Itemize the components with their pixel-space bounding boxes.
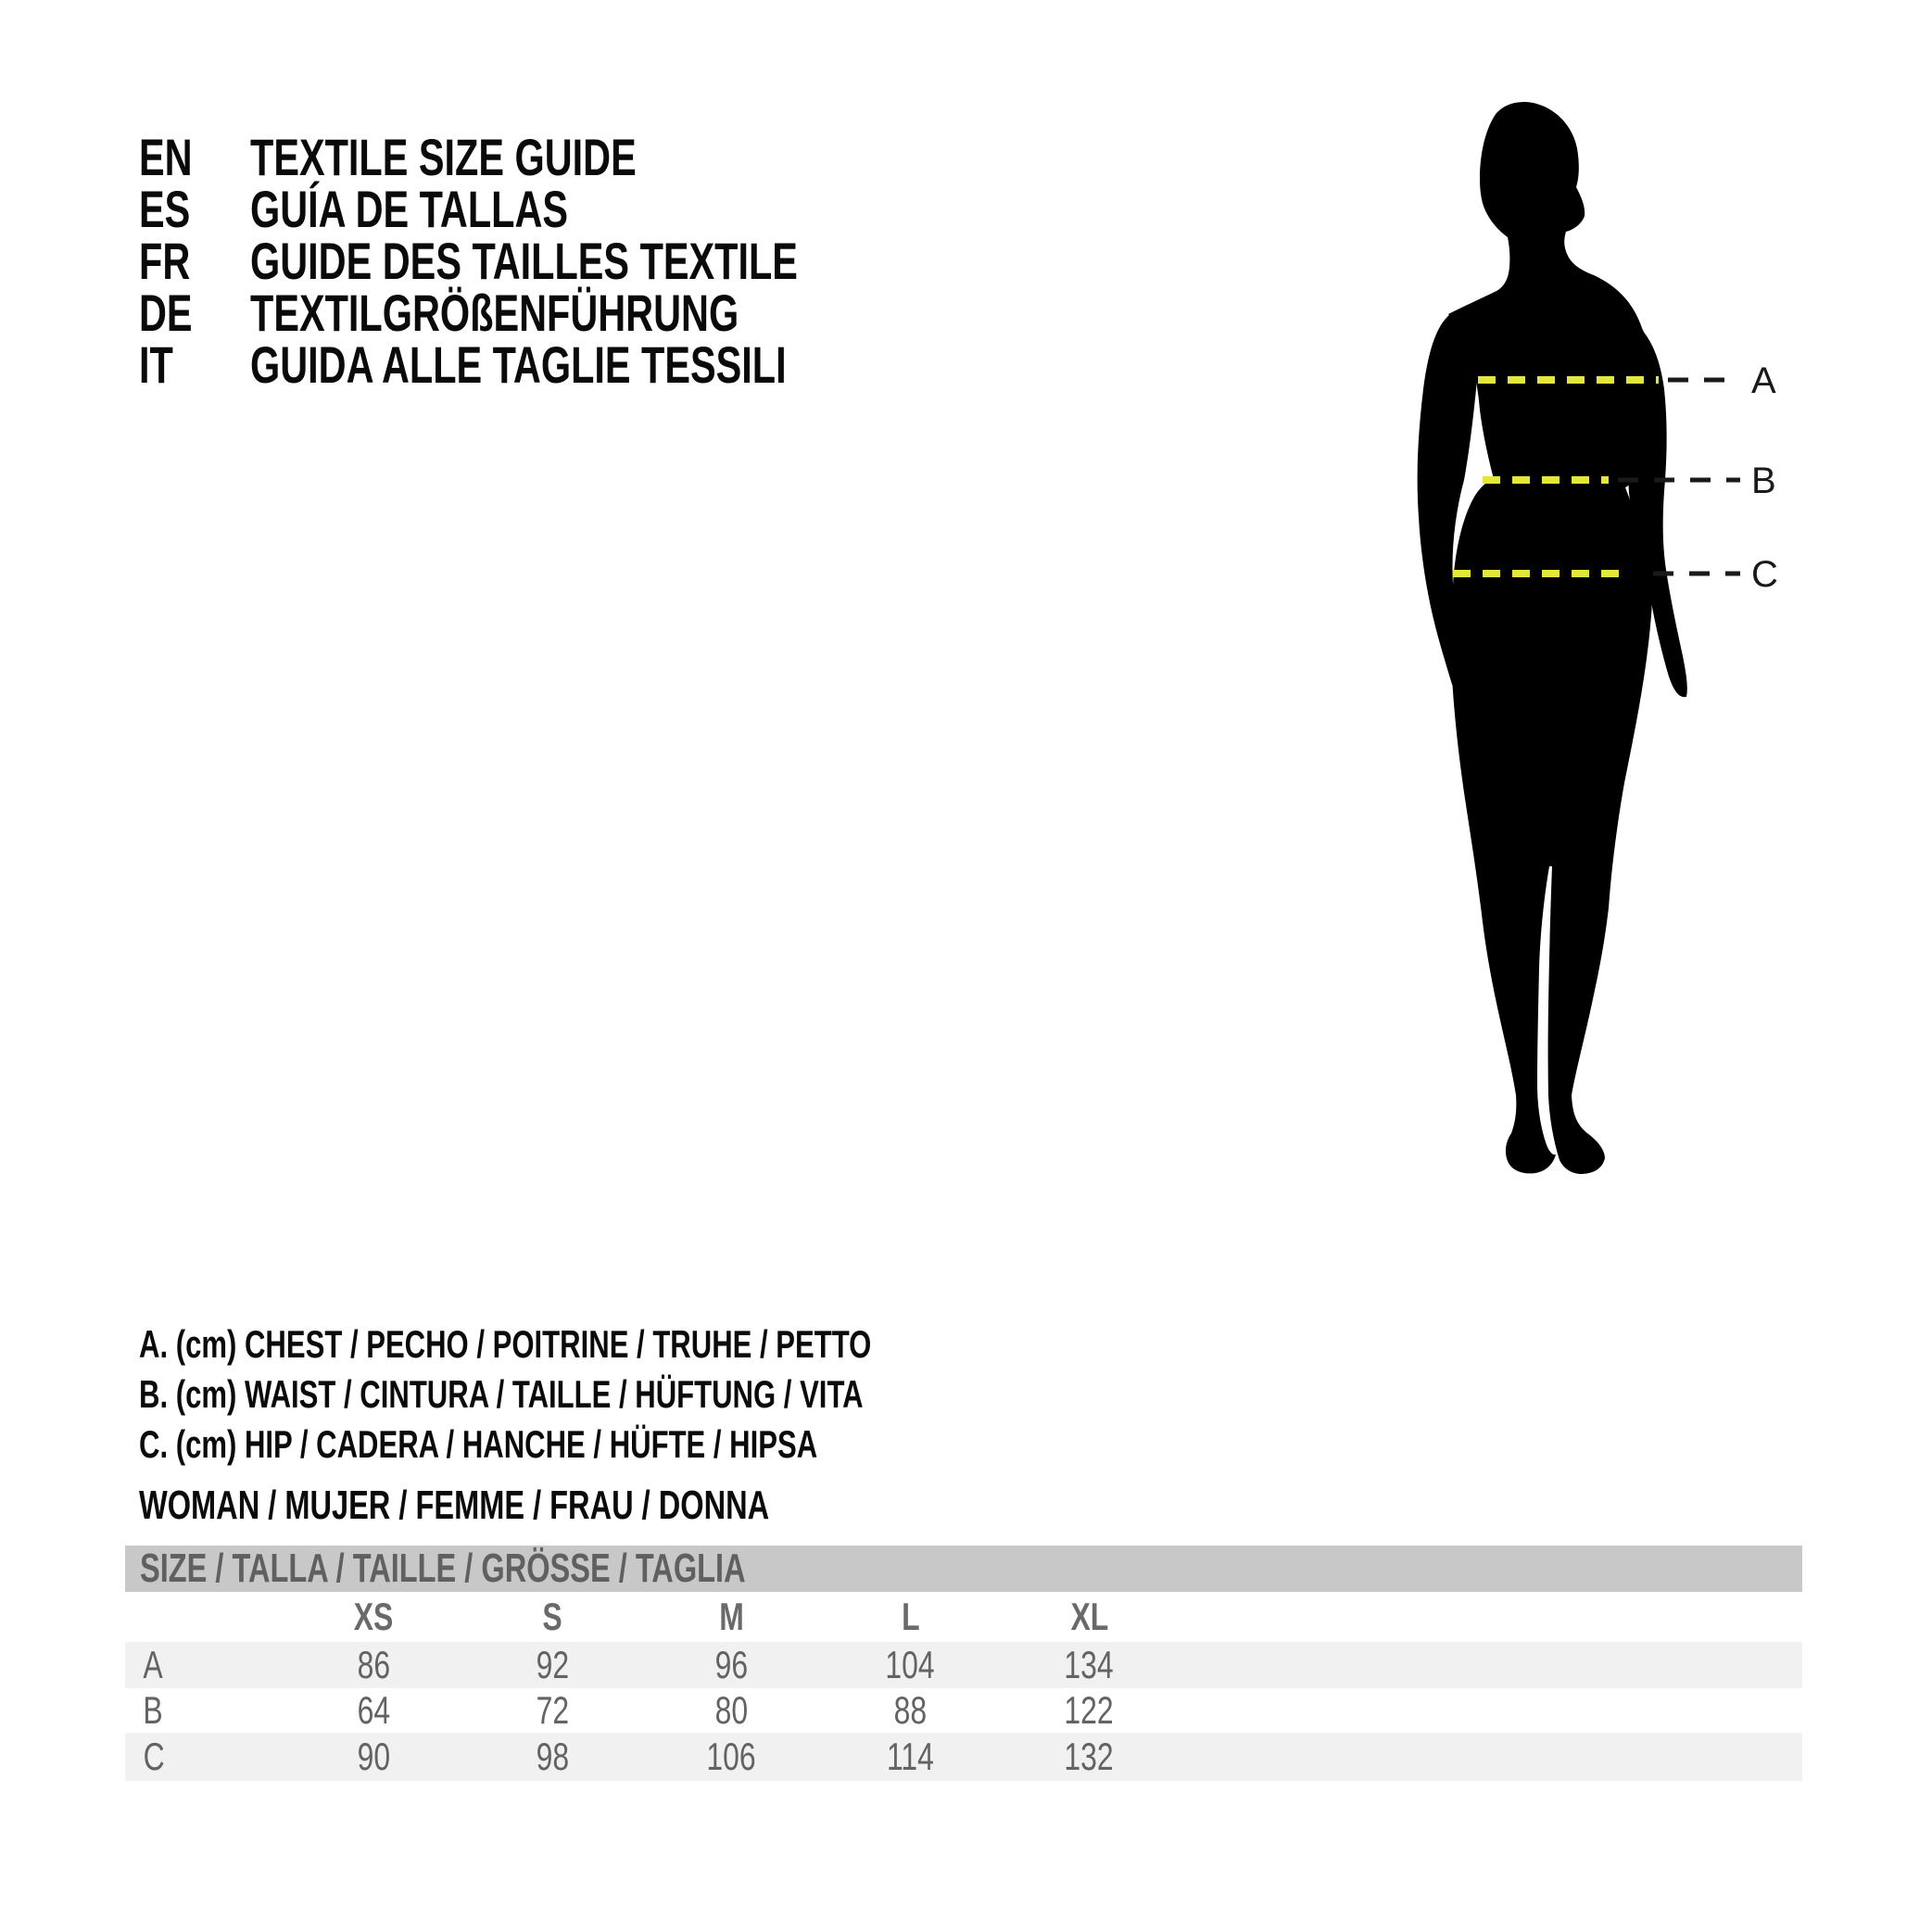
cell-value: 114 <box>887 1735 934 1778</box>
hip-label: C <box>1751 554 1778 595</box>
row-label: A <box>143 1643 163 1686</box>
row-label: B <box>143 1688 163 1732</box>
column-header: XL <box>1070 1595 1108 1638</box>
list-item <box>139 232 991 290</box>
size-table-title: SIZE / TALLA / TAILLE / GRÖSSE / TAGLIA <box>140 1546 746 1591</box>
cell-value: 72 <box>536 1688 570 1732</box>
list-item <box>139 335 991 394</box>
column-header: XS <box>354 1595 394 1638</box>
cell-value: 104 <box>885 1643 936 1686</box>
guide-title: GUÍA DE TALLAS <box>250 180 569 238</box>
size-columns-row <box>125 1592 1802 1642</box>
language-code: DE <box>139 284 193 342</box>
table-row <box>125 1688 1802 1733</box>
row-label: C <box>143 1735 165 1778</box>
table-row <box>125 1642 1802 1688</box>
column-header: S <box>542 1595 563 1638</box>
language-code: EN <box>139 128 193 186</box>
cell-value: 96 <box>714 1643 749 1686</box>
cell-value: 122 <box>1064 1688 1115 1732</box>
cell-value: 98 <box>536 1735 570 1778</box>
column-header: L <box>901 1595 920 1638</box>
waist-label: B <box>1751 461 1776 501</box>
language-legend <box>139 128 991 394</box>
size-table-header-bar <box>125 1546 1802 1592</box>
guide-title: GUIDA ALLE TAGLIE TESSILI <box>250 335 787 394</box>
language-code: FR <box>139 232 191 290</box>
table-row <box>125 1733 1802 1781</box>
guide-title: GUIDE DES TAILLES TEXTILE <box>250 232 798 290</box>
list-item <box>139 128 991 186</box>
guide-title: TEXTILE SIZE GUIDE <box>250 128 637 186</box>
guide-title: TEXTILGRÖßENFÜHRUNG <box>250 284 739 342</box>
body-silhouette <box>1448 102 1659 1174</box>
waist-definition: B. (cm) WAIST / CINTURA / TAILLE / HÜFTUNG / VITA <box>139 1372 864 1416</box>
language-code: IT <box>139 335 173 394</box>
cell-value: 80 <box>714 1688 749 1732</box>
chest-label: A <box>1751 360 1776 401</box>
size-table <box>125 1546 1802 1781</box>
language-code: ES <box>139 180 191 238</box>
cell-value: 92 <box>536 1643 570 1686</box>
cell-value: 86 <box>357 1643 391 1686</box>
column-header: M <box>719 1595 744 1638</box>
cell-value: 64 <box>357 1688 391 1732</box>
woman-figure-silhouette-icon <box>1390 83 1816 1205</box>
cell-value: 132 <box>1064 1735 1115 1778</box>
chest-definition: A. (cm) CHEST / PECHO / POITRINE / TRUHE / PETTO <box>139 1322 872 1366</box>
measurement-legend <box>139 1319 1129 1531</box>
cell-value: 106 <box>706 1735 757 1778</box>
list-item <box>139 180 991 238</box>
list-item <box>139 284 991 342</box>
hip-definition: C. (cm) HIP / CADERA / HANCHE / HÜFTE / HIPSA <box>139 1422 818 1466</box>
cell-value: 88 <box>893 1688 928 1732</box>
cell-value: 134 <box>1064 1643 1115 1686</box>
cell-value: 90 <box>357 1735 391 1778</box>
audience-line: WOMAN / MUJER / FEMME / FRAU / DONNA <box>139 1483 770 1528</box>
